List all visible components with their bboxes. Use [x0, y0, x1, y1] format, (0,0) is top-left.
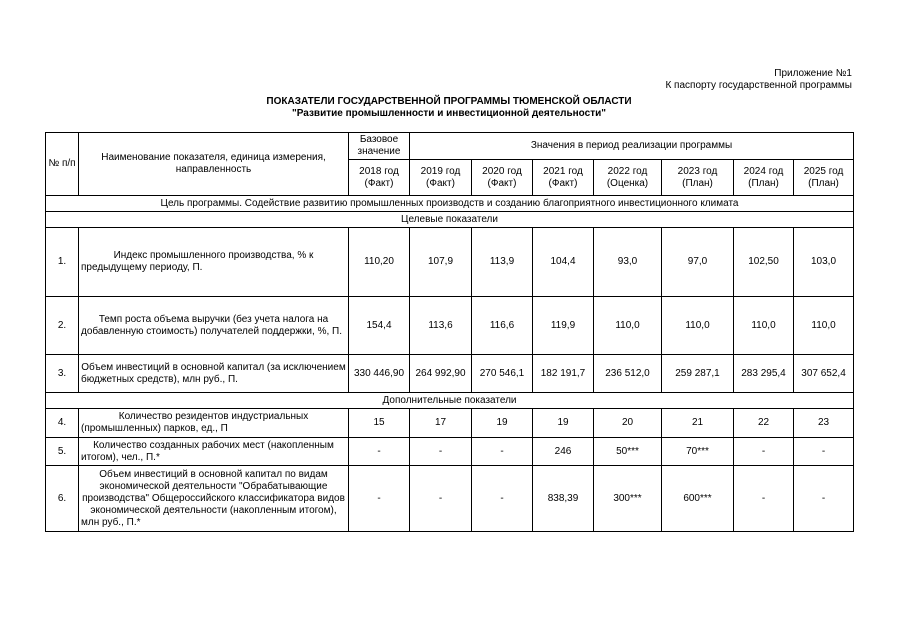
value-cell: 103,0 — [794, 228, 854, 297]
value-cell: 102,50 — [734, 228, 794, 297]
table-row — [46, 409, 854, 438]
appendix-number: Приложение №1 — [774, 68, 852, 79]
section-additional-indicators: Дополнительные показатели — [46, 393, 854, 409]
value-cell: 119,9 — [533, 297, 594, 355]
header-year: 2025 год (План) — [794, 160, 854, 196]
header-base-value: Базовое значение — [349, 133, 410, 160]
header-year: 2018 год (Факт) — [349, 160, 410, 196]
value-cell: - — [410, 438, 472, 466]
row-number: 3. — [46, 355, 79, 393]
table-row — [46, 438, 854, 466]
value-cell: 113,6 — [410, 297, 472, 355]
header-year: 2022 год (Оценка) — [594, 160, 662, 196]
value-cell: 19 — [472, 409, 533, 438]
value-cell: 236 512,0 — [594, 355, 662, 393]
value-cell: - — [734, 466, 794, 532]
value-cell: 270 546,1 — [472, 355, 533, 393]
section-row — [46, 393, 854, 409]
value-cell: - — [349, 466, 410, 532]
value-cell: 20 — [594, 409, 662, 438]
value-cell: 110,0 — [594, 297, 662, 355]
value-cell: 116,6 — [472, 297, 533, 355]
program-goal: Цель программы. Содействие развитию промышленных производств и созданию благоприятного инвестиционного климата — [46, 196, 854, 212]
table-row — [46, 355, 854, 393]
value-cell: 246 — [533, 438, 594, 466]
value-cell: 97,0 — [662, 228, 734, 297]
value-cell: 264 992,90 — [410, 355, 472, 393]
value-cell: 838,39 — [533, 466, 594, 532]
value-cell: 22 — [734, 409, 794, 438]
value-cell: 330 446,90 — [349, 355, 410, 393]
table-row — [46, 297, 854, 355]
indicator-name: Объем инвестиций в основной капитал (за исключением бюджетных средств), млн руб., П. — [79, 355, 349, 393]
value-cell: 300*** — [594, 466, 662, 532]
value-cell: 110,0 — [734, 297, 794, 355]
value-cell: 23 — [794, 409, 854, 438]
value-cell: 70*** — [662, 438, 734, 466]
indicator-name: Количество созданных рабочих мест (накопленным итогом), чел., П.* — [79, 438, 349, 466]
header-year: 2024 год (План) — [734, 160, 794, 196]
value-cell: 107,9 — [410, 228, 472, 297]
header-year: 2020 год (Факт) — [472, 160, 533, 196]
indicator-name: Темп роста объема выручки (без учета налога на добавленную стоимость) получателей поддержки, %, П. — [79, 297, 349, 355]
value-cell: 283 295,4 — [734, 355, 794, 393]
indicator-name: Объем инвестиций в основной капитал по видам экономической деятельности "Обрабатывающие производства" Общероссийского классификатора видов экономической деятельности (накопленным итогом), млн руб., П.* — [79, 466, 349, 532]
value-cell: 104,4 — [533, 228, 594, 297]
indicators-table — [45, 132, 854, 532]
value-cell: 21 — [662, 409, 734, 438]
header-year: 2021 год (Факт) — [533, 160, 594, 196]
header-number: № п/п — [46, 133, 79, 196]
program-name: "Развитие промышленности и инвестиционной деятельности" — [292, 108, 606, 119]
header-period-values: Значения в период реализации программы — [410, 133, 854, 160]
row-number: 1. — [46, 228, 79, 297]
value-cell: 19 — [533, 409, 594, 438]
value-cell: - — [734, 438, 794, 466]
appendix-reference: К паспорту государственной программы — [665, 80, 852, 91]
value-cell: 600*** — [662, 466, 734, 532]
value-cell: 50*** — [594, 438, 662, 466]
row-number: 2. — [46, 297, 79, 355]
value-cell: - — [472, 438, 533, 466]
row-number: 5. — [46, 438, 79, 466]
header-indicator-name: Наименование показателя, единица измерения, направленность — [79, 133, 349, 196]
section-row — [46, 212, 854, 228]
indicator-name: Количество резидентов индустриальных (промышленных) парков, ед., П — [79, 409, 349, 438]
section-target-indicators: Целевые показатели — [46, 212, 854, 228]
value-cell: 259 287,1 — [662, 355, 734, 393]
value-cell: - — [794, 466, 854, 532]
header-row-1 — [46, 133, 854, 160]
document-title: ПОКАЗАТЕЛИ ГОСУДАРСТВЕННОЙ ПРОГРАММЫ ТЮМЕНСКОЙ ОБЛАСТИ — [266, 96, 632, 107]
value-cell: 93,0 — [594, 228, 662, 297]
value-cell: - — [472, 466, 533, 532]
value-cell: 154,4 — [349, 297, 410, 355]
value-cell: 307 652,4 — [794, 355, 854, 393]
table-row — [46, 228, 854, 297]
value-cell: 17 — [410, 409, 472, 438]
value-cell: 110,0 — [662, 297, 734, 355]
goal-row — [46, 196, 854, 212]
value-cell: 182 191,7 — [533, 355, 594, 393]
value-cell: - — [349, 438, 410, 466]
table-row — [46, 466, 854, 532]
value-cell: 113,9 — [472, 228, 533, 297]
value-cell: 15 — [349, 409, 410, 438]
value-cell: 110,0 — [794, 297, 854, 355]
row-number: 6. — [46, 466, 79, 532]
value-cell: - — [794, 438, 854, 466]
indicator-name: Индекс промышленного производства, % к предыдущему периоду, П. — [79, 228, 349, 297]
value-cell: 110,20 — [349, 228, 410, 297]
header-year: 2019 год (Факт) — [410, 160, 472, 196]
header-year: 2023 год (План) — [662, 160, 734, 196]
row-number: 4. — [46, 409, 79, 438]
value-cell: - — [410, 466, 472, 532]
